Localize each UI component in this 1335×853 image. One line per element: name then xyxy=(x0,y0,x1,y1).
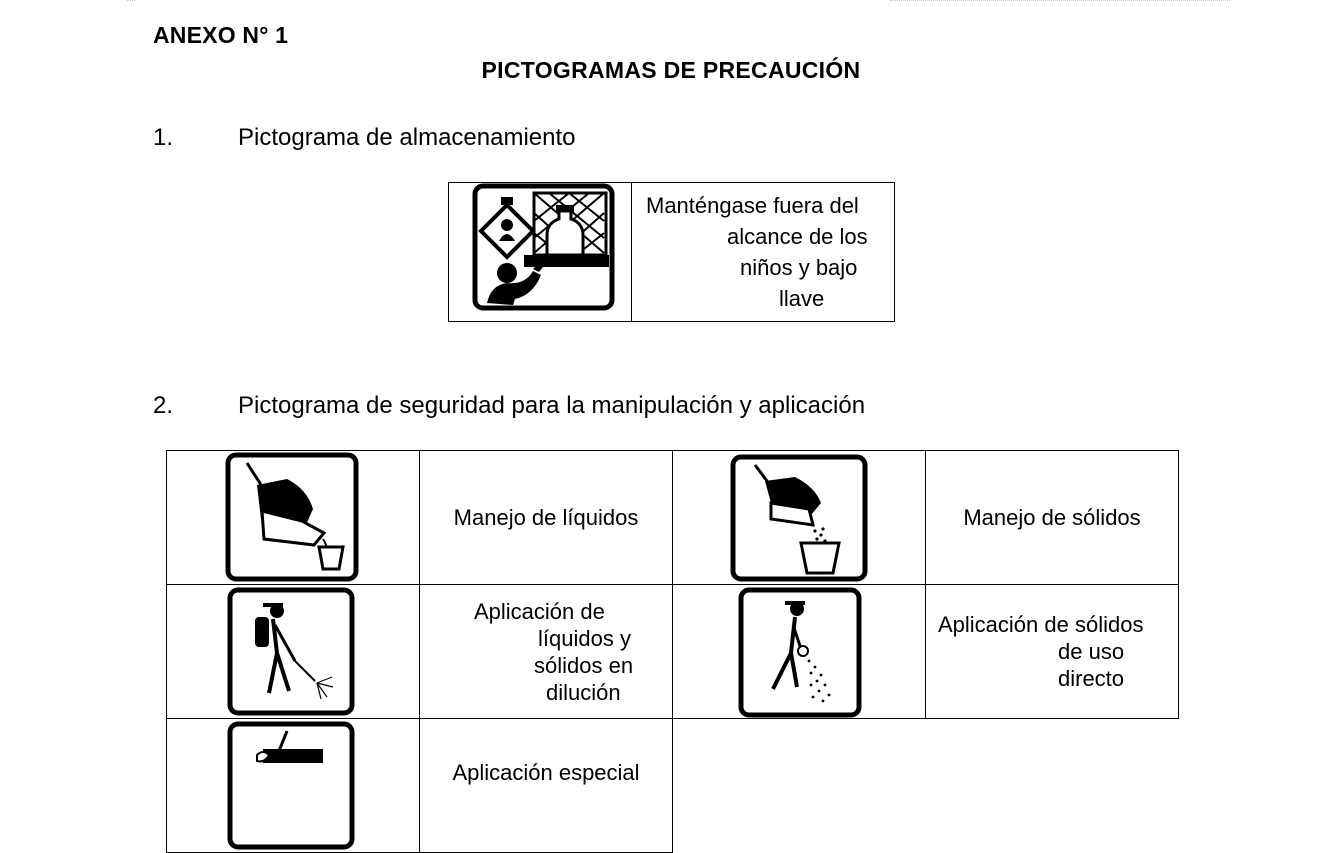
solid-scatter-application-cell xyxy=(673,585,926,719)
special-application-cell xyxy=(167,719,420,853)
special-application-label: Aplicación especial xyxy=(452,760,640,785)
sprayer-application-label-cell xyxy=(420,585,673,719)
sprayer-application-label-line: Aplicación de xyxy=(474,598,605,624)
section-2-number: 2. xyxy=(153,392,174,419)
liquid-handling-label-cell xyxy=(420,451,673,585)
liquid-handling-cell xyxy=(167,451,420,585)
sprayer-application-cell xyxy=(167,585,420,719)
solid-handling-label-cell xyxy=(926,451,1179,585)
solid-scatter-application-label-line: de uso xyxy=(1058,639,1125,664)
solid-scatter-application-label-cell xyxy=(926,585,1179,719)
annex-heading: ANEXO N° 1 xyxy=(153,22,289,48)
solid-handling-label: Manejo de sólidos xyxy=(963,505,1141,530)
storage-pictogram-cell xyxy=(449,183,632,322)
empty-cell xyxy=(673,719,1179,853)
solid-scatter-application-label-line: Aplicación de sólidos xyxy=(938,612,1144,637)
solid-scatter-application-icon xyxy=(673,585,925,718)
sprayer-application-label-line: sólidos en xyxy=(534,652,634,678)
storage-text-cell xyxy=(632,183,895,322)
sprayer-application-label-line: líquidos y xyxy=(538,625,631,651)
storage-text-line: niños y bajo xyxy=(740,255,858,280)
section-1-number: 1. xyxy=(153,124,174,151)
section-2-title: Pictograma de seguridad para la manipulación y aplicación xyxy=(238,392,866,419)
special-application-label-cell xyxy=(420,719,673,853)
page-title: PICTOGRAMAS DE PRECAUCIÓN xyxy=(481,57,861,83)
sprayer-application-icon xyxy=(167,585,419,718)
solid-handling-icon xyxy=(673,451,925,584)
locked-storage-child-icon xyxy=(449,183,631,321)
safety-pictogram-table xyxy=(166,450,1179,853)
top-left-dot-artifact xyxy=(127,0,135,7)
solid-handling-cell xyxy=(673,451,926,585)
storage-pictogram-table xyxy=(448,182,895,322)
storage-text-line: Manténgase fuera del xyxy=(646,193,859,218)
special-application-icon xyxy=(167,719,419,852)
solid-scatter-application-label-line: directo xyxy=(1058,666,1125,691)
top-right-dot-artifact xyxy=(890,0,1230,7)
liquid-handling-label: Manejo de líquidos xyxy=(453,505,639,530)
storage-text-line: llave xyxy=(779,286,825,311)
section-1-title: Pictograma de almacenamiento xyxy=(238,124,576,151)
storage-text-line: alcance de los xyxy=(727,224,868,249)
sprayer-application-label-line: dilución xyxy=(546,679,621,705)
liquid-handling-icon xyxy=(167,451,419,584)
